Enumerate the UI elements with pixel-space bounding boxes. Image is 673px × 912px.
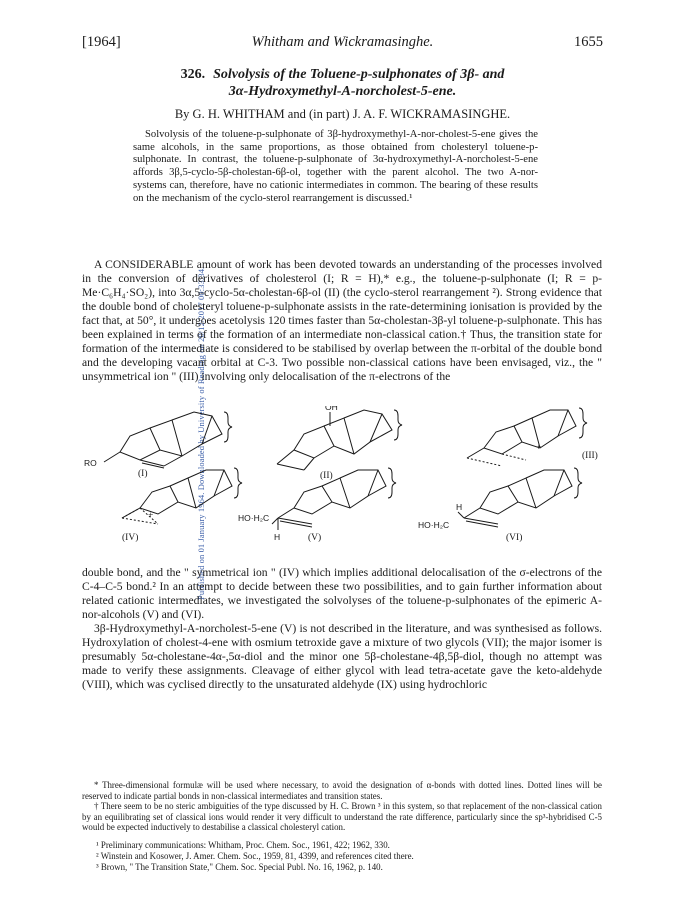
references [82,840,602,872]
structure-I [104,412,232,468]
compound-label-V: (V) [308,533,322,543]
title-line-2: 3α-Hydroxymethyl-A-norcholest-5-ene. [228,84,457,99]
abstract [133,129,538,205]
reference-item: ³ Brown, " The Transition State," Chem. Soc. Special Publ. No. 16, 1962, p. 140. [96,861,383,872]
page-header [82,34,603,54]
structure-V [272,468,396,530]
compound-label-IV: (IV) [122,533,139,543]
label-H-VI: H [456,502,463,512]
article-title [82,66,603,100]
reference-item: ² Winstein and Kosower, J. Amer. Chem. Soc., 1959, 81, 4399, and references cited there. [96,850,414,861]
footnotes [82,780,602,833]
download-notice: Published on 01 January 1964. Downloaded by University of Reading on 20/12/2017 00:33:34. [196,266,206,600]
footnote: † There seem to be no steric ambiguities of the type discussed by H. C. Brown ³ in this system, so that replacement of the non-classical cation by an equilibrating set of classical ions would render it very difficult to understand the rate difference, particularly since the sp³-hybridised C-5 would be expected inductively to destabilise a classical cholesteryl cation. [82,801,602,833]
journal-year: [1964] [82,34,121,50]
label-plus-IV: + [148,511,154,521]
body-paragraph: A CONSIDERABLE amount of work has been devoted towards an understanding of the processes involved in the conversion of derivatives of cholesterol (I; R = H),* e.g., the toluene-p-sulphonate (I; R = p-Me·C₆H₄·SO₂), into 3α,5-cyclo-5α-cholestan-6β-ol (II) (the cyclo-sterol rearrangement ²). Strong evidence that the double bond of cholesteryl toluene-p-sulphonate assists in the rate-determining ionisation is provided by the fact that, at 50°, it undergoes acetolysis 120 times faster than 5α-cholestan-3β-yl toluene-p-sulphonate. This has been explained in terms of the formation of an intermediate non-classical cation.† Thus, the transition state for formation of the intermediate is considered to be stabilised by overlap between the π-orbital of the double bond and the developing vacant orbital at C-3. Two possible non-classical cations have been envisaged, viz., the " unsymmetrical ion " (III) involving only delocalisation of the π-electrons of the [82,258,602,384]
running-title: Whitham and Wickramasinghe. [251,34,434,50]
structures-figure [82,406,602,564]
label-plus-III: + [536,443,542,453]
author-line: By G. H. WHITHAM and (in part) J. A. F. WICKRAMASINGHE. [174,107,511,121]
steroid-structures-diagram [82,406,602,564]
label-RO: RO [84,458,97,468]
compound-label-II: (II) [320,471,333,481]
body-paragraph: 3β-Hydroxymethyl-A-norcholest-5-ene (V) is not described in the literature, and was synthesised as follows. Hydroxylation of cholest-4-ene with osmium tetroxide gave a mixture of two glycols (VII); the major isomer is presumably 5α-cholestane-4α-,5α-diol and the minor one 5β-cholestane-4β,5β-diol, though no attempt was made to verify these assignments. Cleavage of either glycol with lead tetra-acetate gave the keto-aldehyde (VIII), which was cyclised directly to the unsaturated aldehyde (IX) using hydrochloric [82,622,602,692]
label-HOH2C-VI: HO·H₂C [418,520,450,530]
article-number: 326. [180,67,206,82]
title-line-1: Solvolysis of the Toluene-p-sulphonates of 3β- and [213,67,505,82]
abstract-text: Solvolysis of the toluene-p-sulphonate of 3β-hydroxymethyl-A-nor-cholest-5-ene gives the same alcohols, in the same proportions, as those obtained from cholesteryl toluene-p-sulphonate. In contrast, the toluene-p-sulphonate of 3α-hydroxymethyl-A-norcholest-5-ene affords 3β,5-cyclo-5β-cholestan-6β-ol, together with the parent alcohol. The two A-nor-systems can, therefore, have no cationic intermediates in common. The bearing of these results on the mechanism of the cyclo-sterol rearrangement is discussed.¹ [133,129,538,204]
reference-item: ¹ Preliminary communications: Whitham, Proc. Chem. Soc., 1961, 422; 1962, 330. [96,840,390,850]
structure-III [467,408,587,466]
label-H-V: H [274,532,281,542]
compound-label-III: (III) [582,451,598,461]
label-HOH2C-V: HO·H₂C [238,513,270,523]
structure-VI [458,468,582,527]
compound-label-I: (I) [138,469,148,479]
footnote: * Three-dimensional formulæ will be used where necessary, to avoid the designation of α-bonds with dotted lines. Dotted lines will be reserved to indicate partial bonds in non-classical intermediates and transition states. [82,780,602,801]
body-paragraph: double bond, and the " symmetrical ion " (IV) which implies additional delocalisation of the σ-electrons of the C-4–C-5 bond.² In an attempt to decide between these two possibilities, and to gain further information about related cationic intermediates, we investigated the solvolyses of the toluene-p-sulphonates of the epimeric A-nor-alcohols (V) and (VI). [82,566,602,622]
body-section-2 [82,566,602,692]
body-section-1 [82,258,602,384]
structure-II [277,410,402,470]
label-OH: OH [325,406,338,412]
page-number: 1655 [574,34,603,50]
compound-label-VI: (VI) [506,533,523,543]
